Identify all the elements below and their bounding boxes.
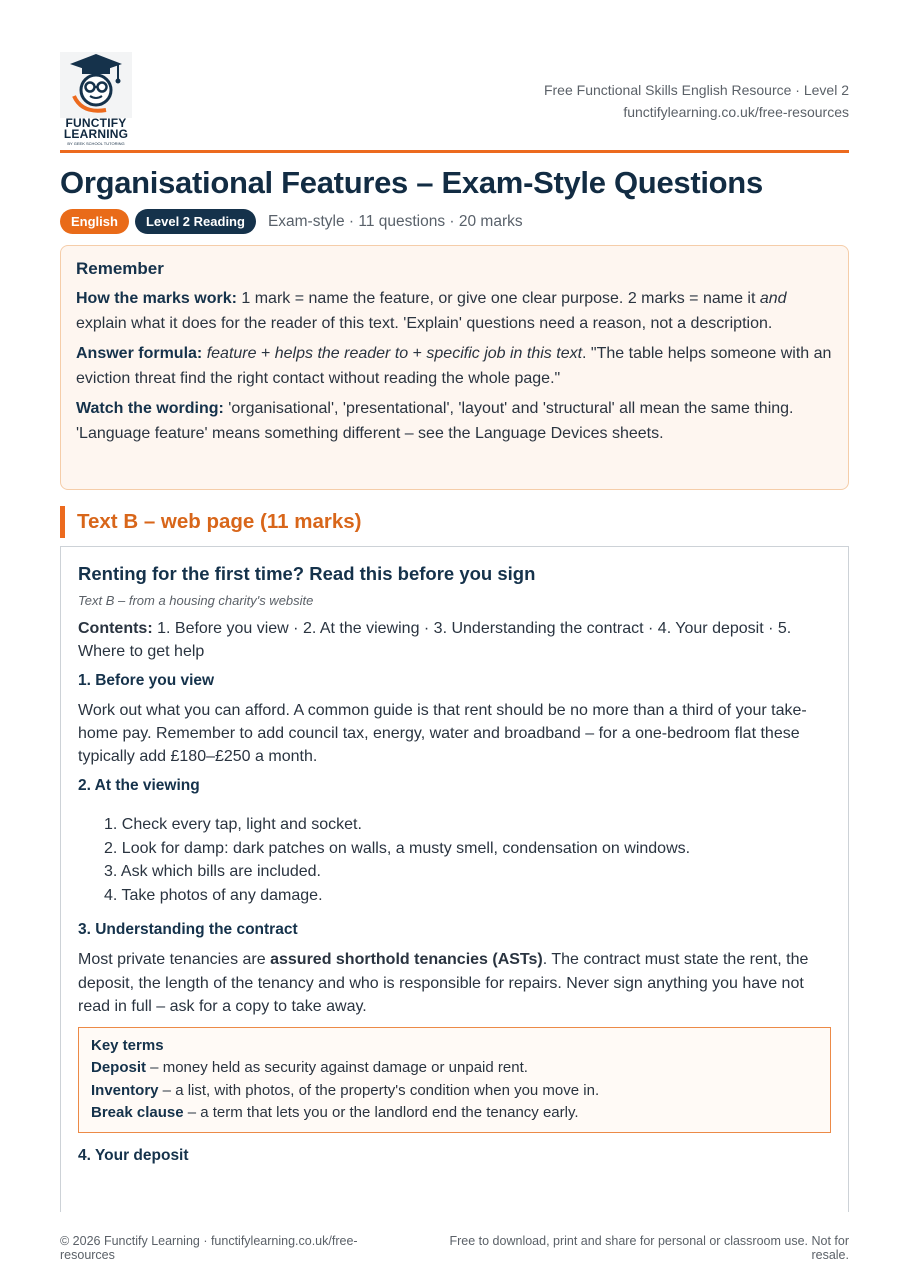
contents-line: Contents: 1. Before you view · 2. At the viewing · 3. Understanding the contract · 4. Your deposit · 5. Where to get help (78, 620, 792, 661)
resource-url[interactable]: functifylearning.co.uk/free-resources (623, 104, 849, 120)
key-term-row: Break clause – a term that lets you or the landlord end the tenancy early. (91, 1103, 579, 1121)
functify-logo (60, 52, 132, 148)
marks-paragraph: How the marks work: 1 mark = name the feature, or give one clear purpose. 2 marks = name it and explain what it does for the reader of this text. 'Explain' questions need a reason, not a description. (76, 290, 787, 332)
list-item: 1. Check every tap, light and socket. (104, 816, 362, 834)
graduate-owl-icon (60, 52, 132, 118)
list-item: 2. Look for damp: dark patches on walls, a musty smell, condensation on windows. (104, 839, 691, 857)
tag-row (60, 209, 523, 234)
page-header (60, 50, 849, 150)
section-heading: Text B – web page (11 marks) (60, 506, 361, 538)
resource-line: Free Functional Skills English Resource · Level 2 (543, 82, 849, 98)
footer-copyright: © 2026 Functify Learning · functifylearning.co.uk/free-resources (60, 1234, 358, 1262)
list-item: 4. Take photos of any damage. (104, 886, 323, 904)
text-b-panel (60, 546, 849, 1212)
logo-line-1: FUNCTIFY (65, 116, 127, 130)
key-term-row: Inventory – a list, with photos, of the property's condition when you move in. (91, 1081, 600, 1099)
section-4-heading: 4. Your deposit (78, 1146, 189, 1164)
text-b-source: Text B – from a housing charity's website (78, 593, 314, 608)
section-3-heading: 3. Understanding the contract (78, 921, 298, 939)
key-terms-title: Key terms (91, 1037, 164, 1055)
list-item: 3. Ask which bills are included. (104, 863, 321, 881)
logo-line-2: LEARNING (63, 127, 129, 141)
header-rule (60, 150, 849, 153)
resource-info (544, 79, 849, 123)
subject-badge: English (60, 209, 129, 234)
key-term-row: Deposit – money held as security against damage or unpaid rent. (91, 1059, 528, 1077)
section-1-body: Work out what you can afford. A common guide is that rent should be no more than a third of your take-home pay. Remember to add council tax, energy, water and broadband – for a one-bedroom flat these typically add £180–£250 a month. (78, 701, 807, 766)
section-2-heading: 2. At the viewing (78, 777, 200, 795)
question-meta: Exam-style · 11 questions · 20 marks (267, 212, 523, 230)
wording-paragraph: Watch the wording: 'organisational', 'presentational', 'layout' and 'structural' all mean the same thing. 'Language feature' means something different – see the Language Devices sheets. (76, 400, 794, 442)
section-3-body: Most private tenancies are assured shorthold tenancies (ASTs). The contract must state the rent, the deposit, the length of the tenancy and who is responsible for repairs. Never sign anything you have not read in full – ask for a copy to take away. (78, 951, 809, 1016)
viewing-checklist (104, 813, 831, 907)
page-title: Organisational Features – Exam-Style Questions (60, 165, 763, 200)
footer-licence: Free to download, print and share for personal or classroom use. Not for resale. (449, 1234, 849, 1262)
logo-subtitle: BY GEEK SCHOOL TUTORING (67, 141, 125, 146)
formula-paragraph: Answer formula: feature + helps the reader to + specific job in this text. "The table helps someone with an eviction threat find the right contact without reading the whole page." (76, 345, 832, 387)
level-badge: Level 2 Reading (135, 209, 256, 234)
remember-box (60, 245, 849, 490)
section-1-heading: 1. Before you view (78, 671, 215, 689)
key-terms-box (78, 1027, 831, 1133)
remember-heading: Remember (76, 259, 164, 278)
text-b-title: Renting for the first time? Read this before you sign (78, 563, 536, 584)
